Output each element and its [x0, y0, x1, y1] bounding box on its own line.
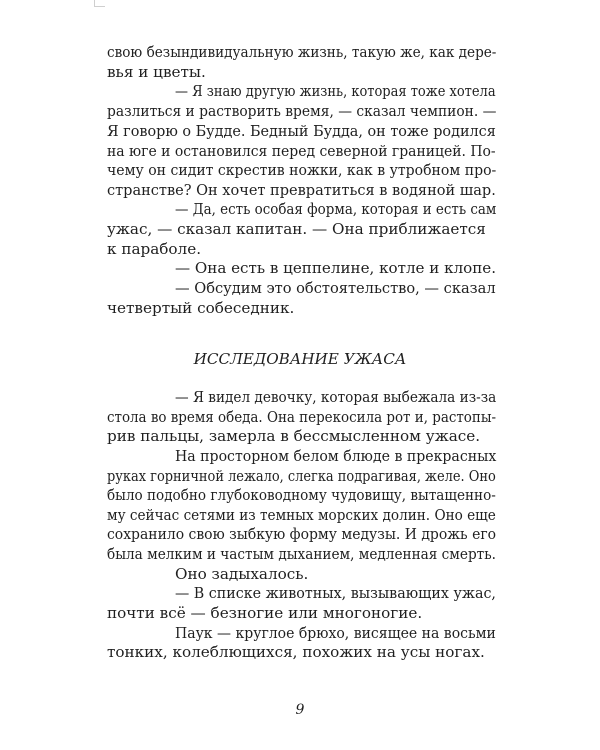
text-line: вья и цветы. [107, 63, 206, 81]
section-heading: ИССЛЕДОВАНИЕ УЖАСА [193, 350, 407, 368]
text-line: Паук — круглое брюхо, висящее на восьми [175, 624, 496, 642]
text-line: — Она есть в цеппелине, котле и клопе. [175, 259, 497, 277]
text-line: на юге и остановился перед северной границей. По- [107, 142, 496, 160]
text-line: ужас, — сказал капитан. — Она приближается [107, 220, 486, 238]
text-line: му сейчас сетями из темных морских долин. Оно еще [107, 506, 496, 524]
text-line: — Я видел девочку, которая выбежала из-за [175, 388, 497, 406]
scan-corner-mark [94, 0, 105, 7]
text-line: почти всё — безногие или многоногие. [107, 604, 423, 622]
page-number: 9 [295, 702, 305, 718]
text-line: — Да, есть особая форма, которая и есть сам [175, 200, 497, 218]
text-line: была мелким и частым дыханием, медленная смерть. [107, 545, 496, 563]
text-line: к параболе. [107, 240, 202, 258]
text-line: тонких, колеблющихся, похожих на усы ногах. [107, 643, 485, 661]
text-line: было подобно глубоководному чудовищу, вытащенно- [107, 486, 496, 504]
text-line: Я говорю о Будде. Бедный Будда, он тоже родился [107, 122, 496, 140]
text-line: рив пальцы, замерла в бессмысленном ужасе. [107, 427, 481, 445]
text-line: сохранило свою зыбкую форму медузы. И дрожь его [107, 525, 497, 543]
text-line: Оно задыхалось. [175, 565, 309, 583]
text-line: свою безындивидуальную жизнь, такую же, как дере- [107, 43, 497, 61]
text-line: — Я знаю другую жизнь, которая тоже хотела [175, 82, 496, 100]
text-line: странстве? Он хочет превратиться в водяной шар. [107, 181, 496, 199]
text-line: четвертый собеседник. [107, 299, 295, 317]
text-line: стола во время обеда. Она перекосила рот и, растопы- [107, 408, 497, 426]
text-line: чему он сидит скрестив ножки, как в утробном про- [107, 161, 497, 179]
text-line: — В списке животных, вызывающих ужас, [175, 584, 496, 602]
text-line: — Обсудим это обстоятельство, — сказал [175, 279, 496, 297]
text-line: руках горничной лежало, слегка подрагивая, желе. Оно [107, 467, 496, 485]
text-line: разлиться и растворить время, — сказал чемпион. — [107, 102, 497, 120]
text-line: На просторном белом блюде в прекрасных [175, 447, 497, 465]
